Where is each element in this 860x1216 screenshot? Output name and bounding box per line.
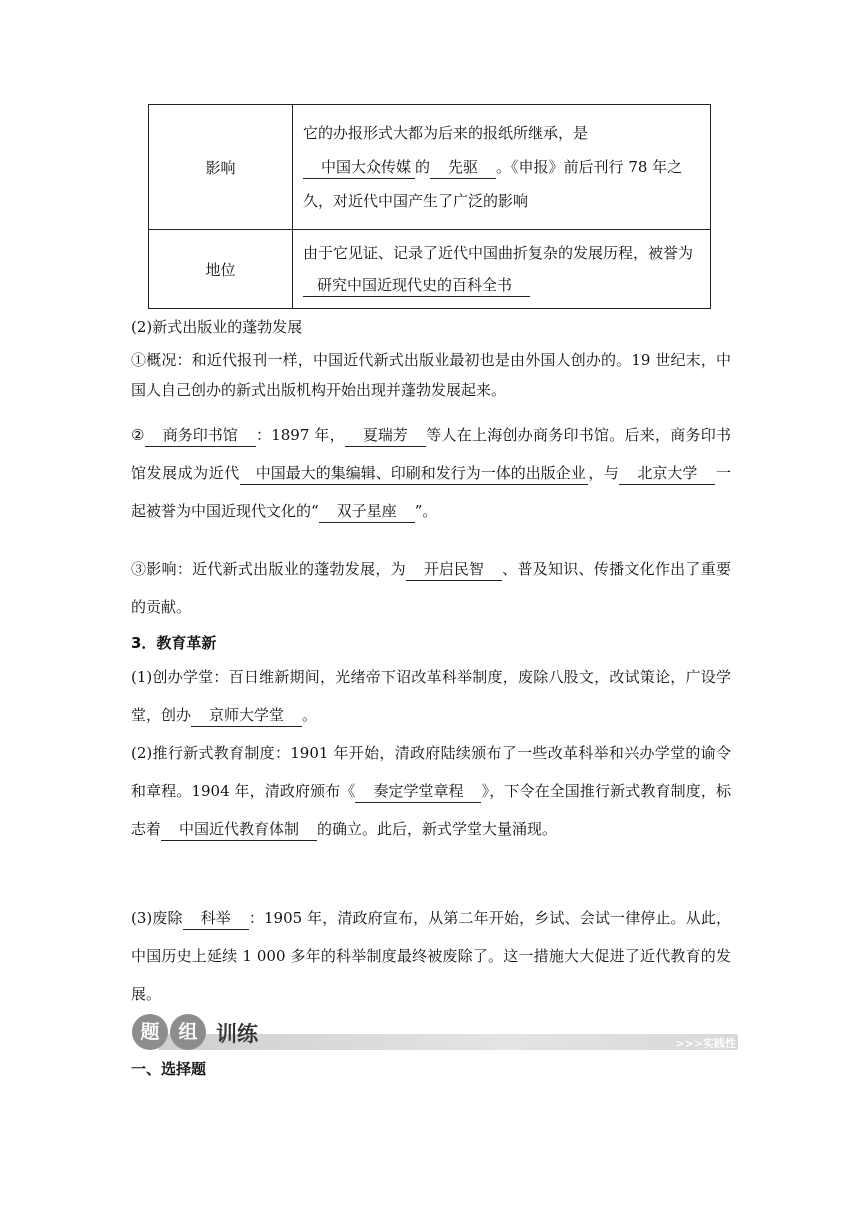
row-content: 由于它见证、记录了近代中国曲折复杂的发展历程，被誉为研究中国近现代史的百科全书	[293, 230, 711, 309]
row-label: 影响	[149, 105, 293, 230]
answer-blank: 奏定学堂章程	[355, 780, 481, 803]
answer-blank: 夏瑞芳	[345, 424, 426, 447]
answer-blank: 先驱	[430, 156, 496, 179]
answer-blank: 研究中国近现代史的百科全书	[303, 274, 530, 297]
answer-blank: 商务印书馆	[145, 424, 256, 447]
paragraph: (2)推行新式教育制度：1901 年开始，清政府陆续颁布了一些改革科举和兴办学堂的谕令和章程。1904 年，清政府颁布《 奏定学堂章程 》，下令在全国推行新式教育制度，标志着 中国近代教育体制 的确立。此后，新式学堂大量涌现。	[131, 734, 731, 848]
paragraph: ①概况：和近代报刊一样，中国近代新式出版业最初也是由外国人创办的。19 世纪末，中国人自己创办的新式出版机构开始出现并蓬勃发展起来。	[131, 351, 731, 399]
answer-blank: 京师大学堂	[191, 704, 302, 727]
answer-blank: 中国近代教育体制	[161, 818, 317, 841]
answer-blank: 双子星座	[319, 500, 415, 523]
banner-title: 训练	[216, 1022, 258, 1046]
section-heading: 一、选择题	[131, 1060, 207, 1078]
banner-badge-1: 题	[132, 1014, 168, 1050]
answer-blank: 开启民智	[406, 558, 502, 581]
info-table	[148, 104, 711, 309]
row-label: 地位	[149, 230, 293, 309]
row-content: 它的办报形式大都为后来的报纸所继承，是中国大众传媒 的 先驱 。《申报》前后刊行 78 年之久，对近代中国产生了广泛的影响	[293, 105, 711, 230]
subsection-title: (2)新式出版业的蓬勃发展	[131, 318, 303, 336]
paragraph: ② 商务印书馆 ：1897 年， 夏瑞芳 等人在上海创办商务印书馆。后来，商务印书馆发展成为近代 中国最大的集编辑、印刷和发行为一体的出版企业 ，与 北京大学 一起被誉为中国近现代文化的“ 双子星座 ”。	[131, 416, 731, 530]
section-title: 3．教育革新	[131, 634, 217, 652]
answer-blank: 中国最大的集编辑、印刷和发行为一体的出版企业	[240, 462, 588, 485]
practice-banner	[128, 1012, 740, 1056]
answer-blank: 北京大学	[619, 462, 715, 485]
paragraph: (3)废除 科举 ：1905 年，清政府宣布，从第二年开始，乡试、会试一律停止。从此，中国历史上延续 1 000 多年的科举制度最终被废除了。这一措施大大促进了近代教育的发展。	[131, 909, 731, 1003]
answer-blank: 中国大众传媒	[303, 156, 415, 179]
answer-blank: 科举	[183, 907, 249, 930]
paragraph: ③影响：近代新式出版业的蓬勃发展，为 开启民智 、普及知识、传播文化作出了重要的贡献。	[131, 560, 731, 616]
banner-tag: >>>实践性	[675, 1037, 736, 1050]
paragraph: (1)创办学堂：百日维新期间，光绪帝下诏改革科举制度，废除八股文，改试策论，广设学堂，创办 京师大学堂 。	[131, 658, 731, 734]
banner-badge-2: 组	[170, 1014, 206, 1050]
table-row	[149, 230, 711, 309]
table-row	[149, 105, 711, 230]
